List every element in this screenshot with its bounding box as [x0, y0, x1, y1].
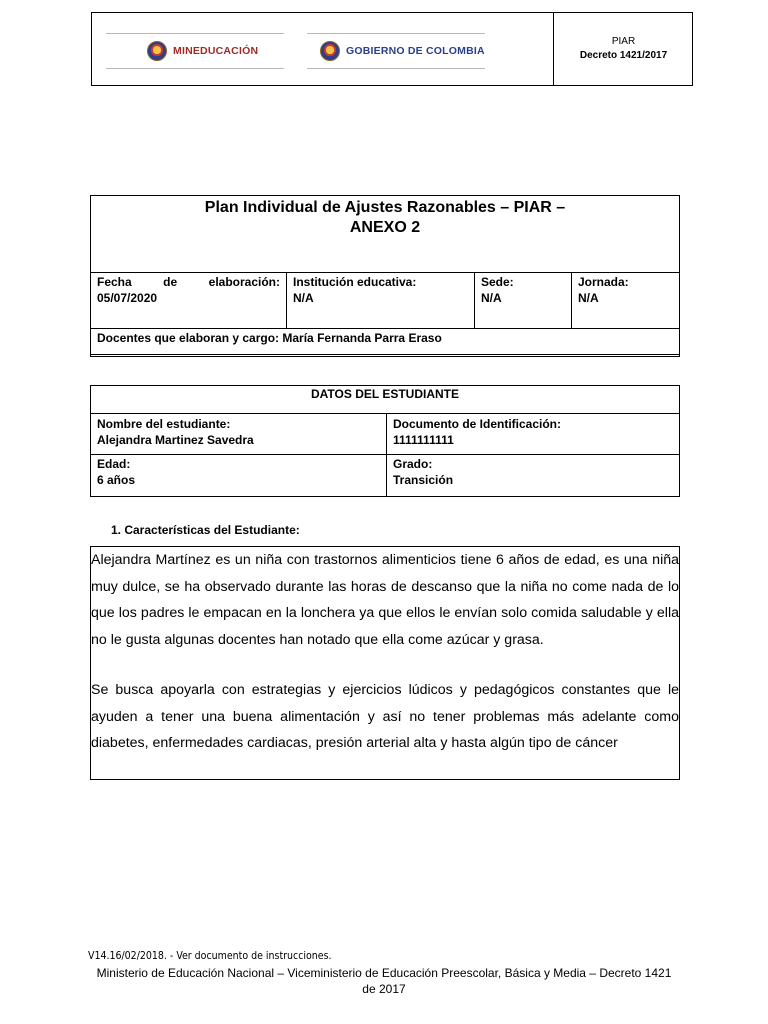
- page-header: [91, 12, 693, 86]
- grado-value: Transición: [393, 473, 454, 487]
- docentes-text: Docentes que elaboran y cargo: María Fernanda Parra Eraso: [97, 331, 442, 345]
- plan-title-line2: ANEXO 2: [349, 219, 421, 236]
- institucion-cell: [287, 274, 474, 306]
- gobierno-logo: [320, 33, 485, 69]
- documento-cell: [387, 416, 679, 448]
- caracteristicas-paragraph-1: Alejandra Martínez es un niña con trastornos alimenticios tiene 6 años de edad, es una niña muy dulce, se ha observado durante las horas de descanso que la niña no come nada de lo que los padres le empacan en la lonchera ya que ellos le envían solo comida saludable y ella no le gusta algunas docentes han notado que ella come azúcar y grasa.: [91, 552, 679, 648]
- fecha-value: 05/07/2020: [97, 291, 158, 305]
- sede-label: Sede:: [481, 275, 514, 289]
- sede-value: N/A: [481, 291, 502, 305]
- nombre-value: Alejandra Martinez Savedra: [97, 433, 254, 447]
- jornada-label: Jornada:: [578, 275, 629, 289]
- documento-label: Documento de Identificación:: [393, 417, 562, 431]
- logo-rule-top: [106, 33, 284, 34]
- nombre-label: Nombre del estudiante:: [97, 417, 231, 431]
- student-data-title: DATOS DEL ESTUDIANTE: [310, 387, 459, 401]
- fecha-cell: [91, 274, 286, 306]
- fecha-label-word: de: [163, 275, 178, 289]
- plan-title: [91, 198, 679, 238]
- table-rule: [91, 328, 679, 329]
- jornada-cell: [572, 274, 679, 306]
- table-rule: [91, 354, 679, 355]
- footer-version: V14.16/02/2018. - Ver documento de instrucciones.: [88, 950, 332, 962]
- nombre-cell: [91, 416, 386, 448]
- jornada-value: N/A: [578, 291, 599, 305]
- table-rule: [91, 272, 679, 273]
- caracteristicas-heading: 1. Características del Estudiante:: [111, 523, 300, 537]
- grado-label: Grado:: [393, 457, 433, 471]
- institucion-label: Institución educativa:: [293, 275, 417, 289]
- header-code-block: [554, 13, 693, 85]
- sede-cell: [475, 274, 571, 306]
- grado-cell: [387, 456, 679, 488]
- documento-value: 1111111111: [393, 433, 454, 447]
- caracteristicas-box: [90, 546, 680, 780]
- table-rule: [91, 413, 679, 414]
- doc-code: PIAR: [611, 36, 636, 47]
- plan-title-line1: Plan Individual de Ajustes Razonables – PIAR –: [204, 199, 566, 216]
- fecha-label: [97, 274, 280, 290]
- footer-ministry: Ministerio de Educación Nacional – Viceministerio de Educación Preescolar, Básica y Media – Decreto 1421 de 2017: [96, 966, 672, 996]
- docentes-cell: [91, 330, 679, 346]
- institucion-value: N/A: [293, 291, 314, 305]
- logo-rule-top: [307, 33, 485, 34]
- colombia-seal-icon: [147, 41, 167, 61]
- caracteristicas-paragraph-2: Se busca apoyarla con estrategias y ejercicios lúdicos y pedagógicos constantes que le ayuden a tener una buena alimentación y así no tener problemas más adelante como diabetes, enfermedades cardiacas, presión arterial alta y hasta algún tipo de cáncer: [91, 682, 679, 751]
- edad-cell: [91, 456, 386, 488]
- logo-rule-bottom: [106, 68, 284, 69]
- decree-ref: Decreto 1421/2017: [579, 50, 668, 61]
- mineducacion-logo-text: MINEDUCACIÓN: [173, 45, 259, 57]
- mineducacion-logo: [147, 33, 258, 69]
- plan-table: [90, 195, 680, 357]
- fecha-label-word: Fecha: [97, 275, 132, 289]
- fecha-label-word: elaboración:: [208, 275, 280, 289]
- gobierno-logo-text: GOBIERNO DE COLOMBIA: [346, 45, 485, 57]
- colombia-seal-icon: [320, 41, 340, 61]
- edad-value: 6 años: [97, 473, 136, 487]
- logo-rule-bottom: [307, 68, 485, 69]
- edad-label: Edad:: [97, 457, 131, 471]
- student-data-table: [90, 385, 680, 497]
- table-rule: [91, 454, 679, 455]
